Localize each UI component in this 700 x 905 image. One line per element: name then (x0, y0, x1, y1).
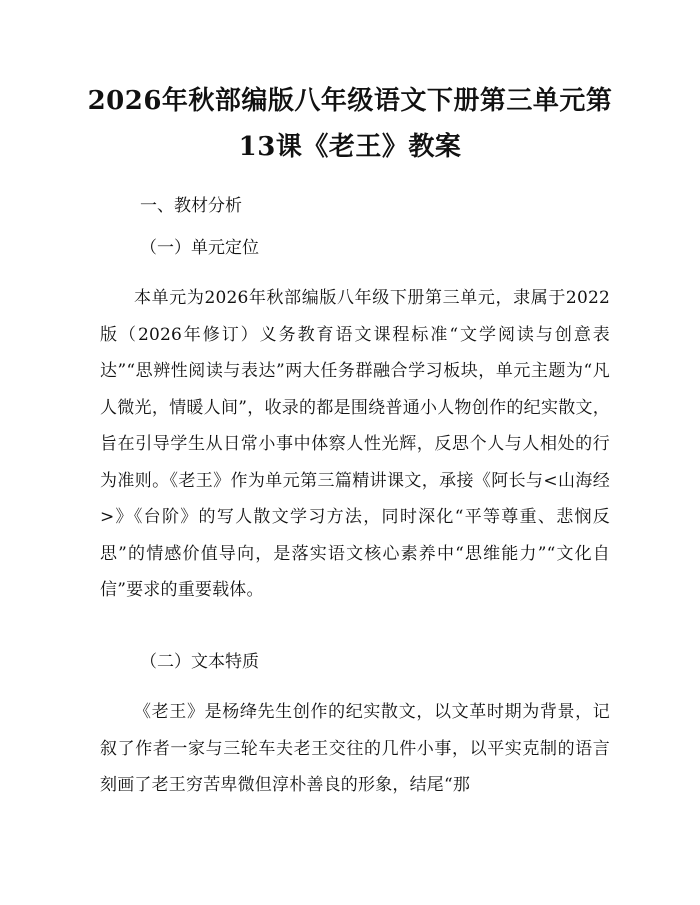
paragraph-text-characteristics: 《老王》是杨绛先生创作的纪实散文，以文革时期为背景，记叙了作者一家与三轮车夫老王交往的几件小事，以平实克制的语言刻画了老王穷苦卑微但淳朴善良的形象，结尾“那 (100, 702, 610, 795)
section-heading-teaching-material-analysis: 一、教材分析 (140, 196, 242, 216)
document-title-line-2: 13课《老王》教案 (238, 132, 462, 162)
subsection-heading-text-characteristics: （二）文本特质 (140, 652, 259, 672)
document-title-line-1: 2026年秋部编版八年级语文下册第三单元第 (87, 86, 613, 116)
subsection-heading-unit-positioning: （一）单元定位 (140, 238, 259, 258)
paragraph-unit-positioning: 本单元为2026年秋部编版八年级下册第三单元，隶属于2022版（2026年修订）义务教育语文课程标准“文学阅读与创意表达”“思辨性阅读与表达”两大任务群融合学习板块，单元主题为“凡人微光，情暖人间”，收录的都是围绕普通小人物创作的纪实散文，旨在引导学生从日常小事中体察人性光辉，反思个人与人相处的行为准则。《老王》作为单元第三篇精讲课文，承接《阿长与<山海经>》《台阶》的写人散文学习方法，同时深化“平等尊重、悲悯反思”的情感价值导向，是落实语文核心素养中“思维能力”“文化自信”要求的重要载体。 (100, 288, 610, 600)
